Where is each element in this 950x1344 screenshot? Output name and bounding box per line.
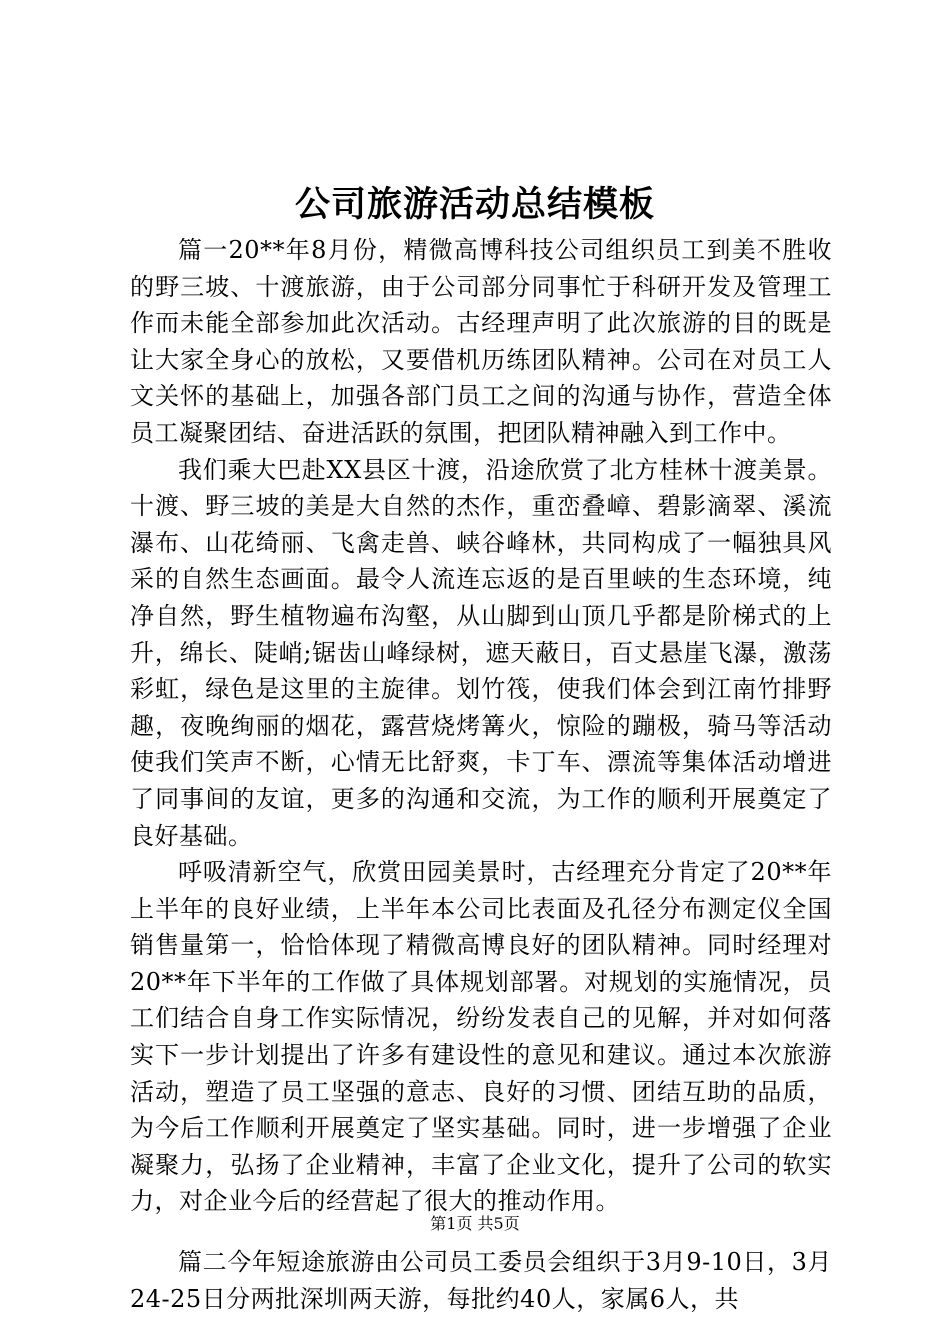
paragraph-3: 呼吸清新空气，欣赏田园美景时，古经理充分肯定了20**年上半年的良好业绩，上半年本公司比表面及孔径分布测定仪全国销售量第一，恰恰体现了精微高博良好的团队精神。同时经理对20**年下半年的工作做了具体规划部署。对规划的实施情况，员工们结合自身工作实际情况，纷纷发表自己的见解，并对如何落实下一步计划提出了许多有建设性的意见和建议。通过本次旅游活动，塑造了员工坚强的意志、良好的习惯、团结互助的品质，为今后工作顺利开展奠定了坚实基础。同时，进一步增强了企业凝聚力，弘扬了企业精神，丰富了企业文化，提升了公司的软实力，对企业今后的经营起了很大的推动作用。 — [130, 858, 832, 1216]
document-title: 公司旅游活动总结模板 — [294, 184, 655, 225]
document-body — [130, 232, 832, 1317]
paragraph-2: 我们乘大巴赴XX县区十渡，沿途欣赏了北方桂林十渡美景。十渡、野三坡的美是大自然的杰作，重峦叠嶂、碧影滴翠、溪流瀑布、山花绮丽、飞禽走兽、峡谷峰林，共同构成了一幅独具风采的自然生态画面。最令人流连忘返的是百里峡的生态环境，纯净自然，野生植物遍布沟壑，从山脚到山顶几乎都是阶梯式的上升，绵长、陡峭;锯齿山峰绿树，遮天蔽日，百丈悬崖飞瀑，激荡彩虹，绿色是这里的主旋律。划竹筏，使我们体会到江南竹排野趣，夜晚绚丽的烟花，露营烧烤篝火，惊险的蹦极，骑马等活动使我们笑声不断，心情无比舒爽，卡丁车、漂流等集体活动增进了同事间的友谊，更多的沟通和交流，为工作的顺利开展奠定了良好基础。 — [130, 455, 832, 850]
paragraph-4: 篇二今年短途旅游由公司员工委员会组织于3月9-10日，3月24-25日分两批深圳两天游，每批约40人，家属6人，共 — [130, 1248, 832, 1313]
paragraph-1: 篇一20**年8月份，精微高博科技公司组织员工到美不胜收的野三坡、十渡旅游，由于公司部分同事忙于科研开发及管理工作而未能全部参加此次活动。古经理声明了此次旅游的目的既是让大家全身心的放松，又要借机历练团队精神。公司在对员工人文关怀的基础上，加强各部门员工之间的沟通与协作，营造全体员工凝聚团结、奋进活跃的氛围，把团队精神融入到工作中。 — [130, 236, 832, 447]
page-footer: 第1页 共5页 — [430, 1214, 520, 1233]
